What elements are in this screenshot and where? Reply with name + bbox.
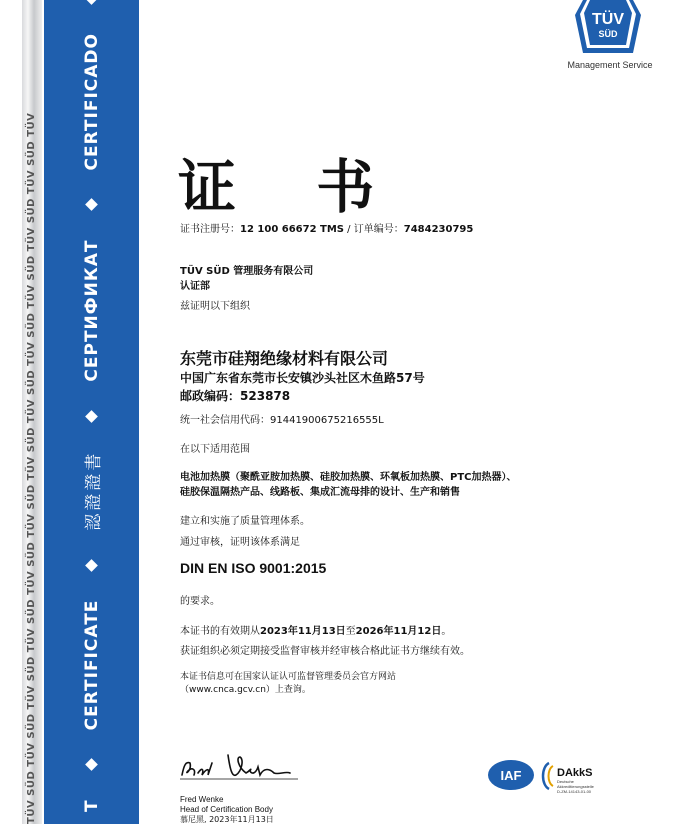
dakks-sub1: Deutsche (557, 779, 574, 784)
issuer-company: 管理服务有限公司 (229, 266, 314, 277)
validity-line (180, 622, 451, 637)
postcode-value: 523878 (240, 389, 291, 403)
credit-label: 统一社会信用代码： (180, 415, 270, 426)
scope-line2: 硅胶保温隔热产品、线路板、集成汇流母排的设计、生产和销售 (180, 487, 460, 498)
certificate-title: 证 书 (178, 153, 405, 221)
accreditation-seals (487, 757, 627, 797)
audit-text: 通过审核，证明该体系满足 (180, 537, 300, 548)
organization-address: 中国广东省东莞市长安镇沙头社区木鱼路57号 (180, 371, 425, 385)
side-band-text (44, 0, 139, 824)
postcode-line (180, 387, 290, 404)
hologram-strip (22, 0, 42, 824)
issuer-line1 (180, 262, 313, 277)
requirements-text: 的要求。 (180, 596, 220, 607)
surveillance-text: 获证组织必须定期接受监督审核并经审核合格此证书方继续有效。 (180, 646, 470, 657)
issuer-line2: 认证部 (180, 281, 210, 292)
band-item-t: T (81, 799, 102, 812)
band-item-certificado: CERTIFICADO (81, 33, 102, 171)
signatory-name: Fred Wenke (180, 795, 224, 804)
scope-line1: 电池加热膜（聚酰亚胺加热膜、硅胶加热膜、环氧板加热膜、PTC加热器）、 (180, 472, 517, 483)
diamond-icon (85, 199, 98, 212)
band-item-cjk: 認證證書 (84, 450, 104, 531)
dakks-sub3: D-ZM-14143-01-00 (557, 789, 592, 794)
reg-number: 12 100 66672 TMS (240, 224, 344, 235)
info-line2: （www.cnca.gcv.cn）上查询。 (180, 685, 311, 695)
iaf-text: IAF (500, 768, 522, 783)
tuv-sud-logo-icon (575, 0, 641, 53)
issuer-brand: TÜV SÜD (180, 266, 230, 277)
signatory-role: Head of Certification Body (180, 805, 273, 814)
established-text: 建立和实施了质量管理体系。 (180, 516, 310, 527)
signatory-place-date: 慕尼黑, 2023年11月13日 (180, 815, 274, 824)
band-item-sertifikat: СЕРТИФИКАТ (81, 239, 102, 382)
validity-to: 2026年11月12日 (355, 626, 442, 637)
logo-text-bottom: SÜD (598, 29, 618, 39)
diamond-icon (85, 559, 98, 572)
validity-prefix: 本证书的有效期从 (180, 626, 260, 637)
validity-suffix: 。 (441, 626, 452, 637)
order-number: 7484230795 (403, 224, 474, 235)
credit-code-line (180, 411, 384, 426)
diamond-icon (85, 759, 98, 772)
organization-name: 东莞市硅翔绝缘材料有限公司 (180, 349, 389, 368)
logo-subtitle: Management Service (567, 60, 653, 70)
scope-label: 在以下适用范围 (180, 444, 250, 455)
info-line1: 本证书信息可在国家认证认可监督管理委员会官方网站 (180, 672, 397, 682)
postcode-label: 邮政编码： (180, 389, 241, 403)
validity-mid: 至 (345, 626, 356, 637)
side-band (44, 0, 139, 824)
registration-line (180, 220, 473, 235)
logo-text-top: TÜV (592, 11, 624, 28)
intro-text: 兹证明以下组织 (180, 301, 250, 312)
diamond-icon (85, 410, 98, 423)
signature-icon (178, 745, 303, 790)
band-item-certificate: CERTIFICATE (81, 599, 102, 731)
standard-name: DIN EN ISO 9001:2015 (180, 560, 327, 576)
reg-sep: / 订单编号： (344, 224, 404, 235)
credit-value: 91441900675216555L (270, 415, 384, 426)
dakks-sub2: Akkreditierungsstelle (557, 784, 594, 789)
validity-from: 2023年11月13日 (260, 626, 346, 637)
diamond-icon (85, 0, 98, 5)
hologram-text: TÜV SÜD TÜV SÜD TÜV SÜD TÜV SÜD TÜV SÜD TÜV SÜD TÜV SÜD TÜV SÜD TÜV SÜD TÜV SÜD TÜV SÜD TÜV SÜD TÜV (26, 112, 37, 824)
dakks-text: DAkkS (557, 767, 593, 779)
reg-label: 证书注册号： (180, 224, 240, 235)
